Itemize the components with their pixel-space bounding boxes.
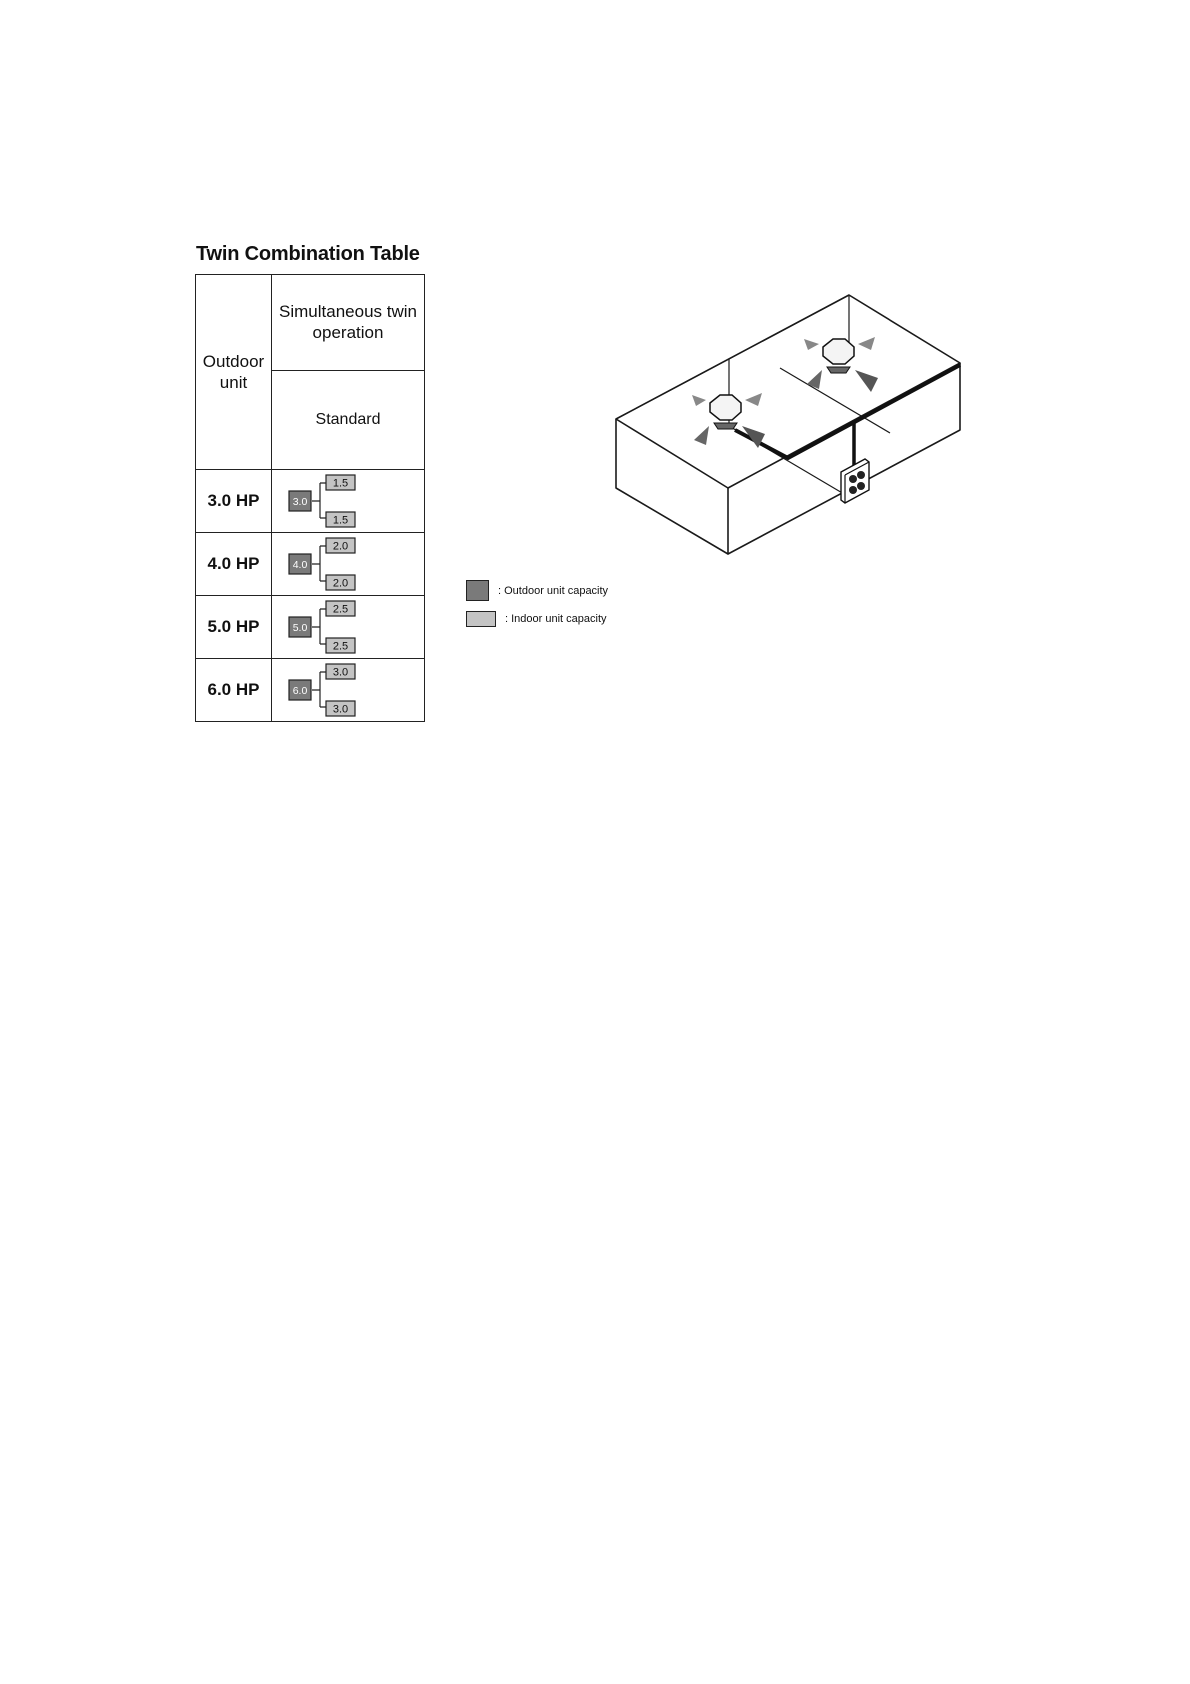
indoor-capacity-label: 2.0 — [332, 540, 349, 553]
outdoor-capacity-label: 4.0 — [292, 559, 308, 571]
room-right-face — [728, 363, 960, 554]
indoor-capacity-label: 2.5 — [332, 603, 349, 616]
indoor-unit-icon — [692, 393, 765, 448]
hp-cell: 5.0 HP — [196, 596, 272, 659]
room-left-face — [616, 419, 728, 554]
combination-diagram — [272, 470, 425, 533]
indoor-capacity-label: 2.5 — [332, 640, 349, 653]
hp-cell: 3.0 HP — [196, 470, 272, 533]
table-row — [196, 596, 425, 659]
hp-cell: 6.0 HP — [196, 659, 272, 722]
refrigerant-pipe — [735, 365, 960, 458]
outdoor-capacity-label: 5.0 — [292, 622, 308, 634]
table-row — [196, 533, 425, 596]
page-title: Twin Combination Table — [196, 243, 420, 265]
outdoor-swatch — [466, 580, 489, 601]
hp-cell: 4.0 HP — [196, 533, 272, 596]
combination-diagram — [272, 533, 425, 596]
indoor-capacity-label: 3.0 — [332, 703, 349, 716]
outdoor-capacity-label: 6.0 — [292, 685, 308, 697]
header-outdoor-unit: Outdoor unit — [196, 275, 272, 470]
twin-installation-illustration — [610, 290, 970, 562]
twin-combination-table — [195, 274, 425, 722]
indoor-unit-icon — [804, 337, 878, 392]
legend-indoor-label: : Indoor unit capacity — [505, 613, 607, 625]
table-row — [196, 659, 425, 722]
outdoor-capacity-label: 3.0 — [292, 496, 308, 508]
indoor-capacity-label: 1.5 — [332, 514, 349, 527]
legend-indoor — [466, 611, 607, 627]
outdoor-unit-icon — [841, 459, 869, 503]
header-standard: Standard — [272, 370, 425, 469]
table-row — [196, 470, 425, 533]
legend-outdoor-label: : Outdoor unit capacity — [498, 584, 609, 597]
indoor-capacity-label: 1.5 — [332, 477, 349, 490]
combination-diagram — [272, 659, 425, 722]
legend-outdoor — [466, 580, 608, 601]
header-simultaneous-operation: Simultaneous twin operation — [272, 275, 425, 371]
indoor-capacity-label: 2.0 — [332, 577, 349, 590]
indoor-capacity-label: 3.0 — [332, 666, 349, 679]
indoor-swatch — [466, 611, 496, 627]
combination-diagram — [272, 596, 425, 659]
